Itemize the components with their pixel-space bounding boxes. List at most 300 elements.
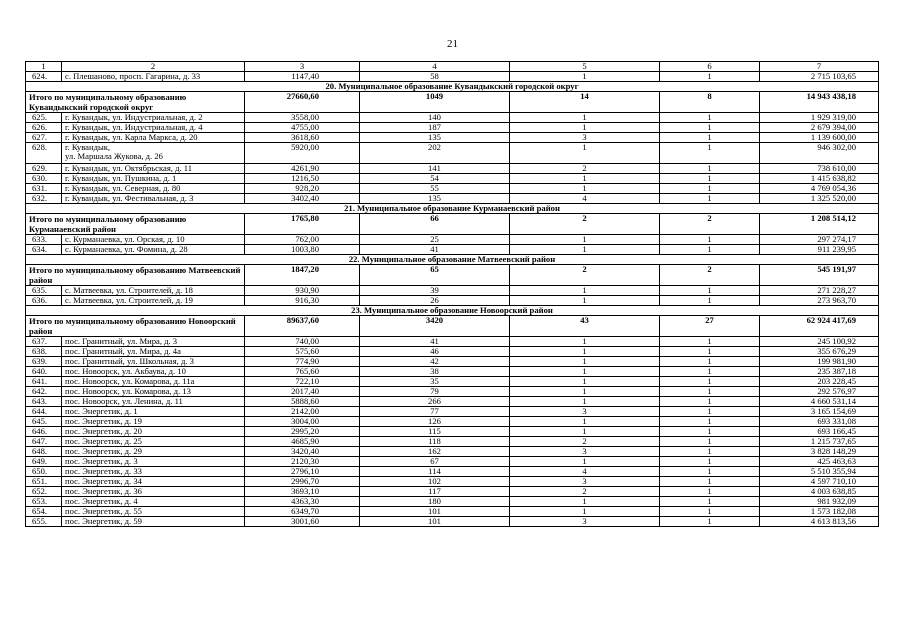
table-row — [26, 123, 879, 133]
address-line: г. Кувандык, ул. Октябрьская, д. 11 — [65, 163, 193, 173]
row-number: 635. — [26, 286, 62, 296]
column-header: 1 — [26, 62, 62, 72]
table-row — [26, 437, 879, 447]
row-cost: 3 828 148,29 — [760, 447, 879, 457]
total-residents: 66 — [360, 214, 510, 235]
section-title: 20. Муниципальное образование Кувандыкский городской округ — [26, 82, 879, 92]
table-row — [26, 447, 879, 457]
address-line: пос. Энергетик, д. 36 — [65, 486, 142, 496]
address-line: пос. Энергетик, д. 20 — [65, 426, 142, 436]
row-residents: 117 — [360, 487, 510, 497]
row-col6: 1 — [660, 447, 760, 457]
row-col6: 1 — [660, 497, 760, 507]
row-address — [62, 357, 245, 367]
row-area: 930,90 — [245, 286, 360, 296]
row-col5: 1 — [510, 357, 660, 367]
total-label: Итого по муниципальному образованию Матвеевский район — [26, 265, 245, 286]
address-line: с. Курманаевка, ул. Орская, д. 10 — [65, 234, 185, 244]
row-address — [62, 507, 245, 517]
row-address — [62, 447, 245, 457]
row-col6: 1 — [660, 397, 760, 407]
row-col5: 1 — [510, 184, 660, 194]
row-cost: 946 302,00 — [760, 143, 879, 164]
table-row — [26, 113, 879, 123]
row-address — [62, 245, 245, 255]
table-row — [26, 337, 879, 347]
address-line: пос. Энергетик, д. 33 — [65, 466, 142, 476]
row-area: 575,60 — [245, 347, 360, 357]
table-row — [26, 427, 879, 437]
row-address — [62, 377, 245, 387]
address-line: пос. Энергетик, д. 19 — [65, 416, 142, 426]
row-col6: 1 — [660, 367, 760, 377]
total-row — [26, 265, 879, 286]
row-col6: 1 — [660, 113, 760, 123]
total-col5: 14 — [510, 92, 660, 113]
row-cost: 292 576,97 — [760, 387, 879, 397]
row-col5: 3 — [510, 407, 660, 417]
row-col5: 3 — [510, 477, 660, 487]
row-col5: 1 — [510, 367, 660, 377]
row-cost: 1 325 520,00 — [760, 194, 879, 204]
row-residents: 41 — [360, 245, 510, 255]
row-area: 2142,00 — [245, 407, 360, 417]
table-row — [26, 517, 879, 527]
row-address — [62, 487, 245, 497]
row-col6: 1 — [660, 72, 760, 82]
row-number: 652. — [26, 487, 62, 497]
table-body — [26, 72, 879, 527]
row-col5: 1 — [510, 377, 660, 387]
row-residents: 101 — [360, 507, 510, 517]
address-line: пос. Энергетик, д. 59 — [65, 516, 142, 526]
row-residents: 54 — [360, 174, 510, 184]
row-number: 647. — [26, 437, 62, 447]
row-col5: 1 — [510, 347, 660, 357]
column-header: 5 — [510, 62, 660, 72]
row-residents: 135 — [360, 133, 510, 143]
row-cost: 981 932,09 — [760, 497, 879, 507]
row-address — [62, 286, 245, 296]
address-line: пос. Энергетик, д. 4 — [65, 496, 138, 506]
row-cost: 199 981,90 — [760, 357, 879, 367]
table-row — [26, 245, 879, 255]
total-label: Итого по муниципальному образованию Кувандыкский городской округ — [26, 92, 245, 113]
row-col5: 1 — [510, 457, 660, 467]
row-area: 3558,00 — [245, 113, 360, 123]
section-title: 21. Муниципальное образование Курманаевский район — [26, 204, 879, 214]
table-row — [26, 174, 879, 184]
total-area: 27660,60 — [245, 92, 360, 113]
row-residents: 38 — [360, 367, 510, 377]
row-col5: 1 — [510, 296, 660, 306]
row-col6: 1 — [660, 133, 760, 143]
row-col5: 4 — [510, 467, 660, 477]
row-number: 636. — [26, 296, 62, 306]
total-cost: 62 924 417,69 — [760, 316, 879, 337]
row-cost: 273 963,70 — [760, 296, 879, 306]
row-col6: 1 — [660, 296, 760, 306]
row-number: 649. — [26, 457, 62, 467]
row-col5: 1 — [510, 286, 660, 296]
row-number: 645. — [26, 417, 62, 427]
row-address — [62, 194, 245, 204]
row-col6: 1 — [660, 457, 760, 467]
row-col6: 1 — [660, 407, 760, 417]
row-col6: 1 — [660, 347, 760, 357]
table-row — [26, 417, 879, 427]
address-line: ул. Маршала Жукова, д. 26 — [65, 151, 163, 161]
address-line: пос. Новоорск, ул. Комарова, д. 13 — [65, 386, 191, 396]
row-number: 632. — [26, 194, 62, 204]
row-number: 640. — [26, 367, 62, 377]
total-col5: 43 — [510, 316, 660, 337]
table-row — [26, 143, 879, 164]
row-area: 3001,60 — [245, 517, 360, 527]
table-row — [26, 72, 879, 82]
address-line: г. Кувандык, ул. Индустриальная, д. 2 — [65, 112, 203, 122]
row-col6: 1 — [660, 477, 760, 487]
address-line: пос. Энергетик, д. 34 — [65, 476, 142, 486]
table-row — [26, 286, 879, 296]
row-address — [62, 517, 245, 527]
row-address — [62, 417, 245, 427]
row-address — [62, 123, 245, 133]
row-cost: 4 769 054,36 — [760, 184, 879, 194]
address-line: г. Кувандык, ул. Фестивальная, д. 3 — [65, 193, 194, 203]
address-line: г. Кувандык, ул. Пушкина, д. 1 — [65, 173, 177, 183]
row-number: 637. — [26, 337, 62, 347]
row-residents: 126 — [360, 417, 510, 427]
row-number: 628. — [26, 143, 62, 164]
row-area: 5920,00 — [245, 143, 360, 164]
row-number: 642. — [26, 387, 62, 397]
column-header: 2 — [62, 62, 245, 72]
row-residents: 114 — [360, 467, 510, 477]
total-col5: 2 — [510, 265, 660, 286]
total-col6: 2 — [660, 214, 760, 235]
row-address — [62, 164, 245, 174]
row-residents: 115 — [360, 427, 510, 437]
section-row — [26, 82, 879, 92]
row-area: 5888,60 — [245, 397, 360, 407]
row-number: 651. — [26, 477, 62, 487]
row-area: 2796,10 — [245, 467, 360, 477]
row-residents: 135 — [360, 194, 510, 204]
row-col5: 1 — [510, 123, 660, 133]
address-line: г. Кувандык, ул. Карла Маркса, д. 20 — [65, 132, 198, 142]
row-residents: 58 — [360, 72, 510, 82]
row-address — [62, 467, 245, 477]
table-row — [26, 477, 879, 487]
total-row — [26, 316, 879, 337]
total-col5: 2 — [510, 214, 660, 235]
row-cost: 271 228,27 — [760, 286, 879, 296]
table-row — [26, 377, 879, 387]
row-col6: 1 — [660, 143, 760, 164]
address-line: пос. Энергетик, д. 3 — [65, 456, 138, 466]
total-cost: 14 943 438,18 — [760, 92, 879, 113]
row-residents: 25 — [360, 235, 510, 245]
row-col6: 1 — [660, 184, 760, 194]
total-area: 1765,80 — [245, 214, 360, 235]
row-area: 2995,20 — [245, 427, 360, 437]
row-area: 3420,40 — [245, 447, 360, 457]
row-area: 1147,40 — [245, 72, 360, 82]
row-area: 2996,70 — [245, 477, 360, 487]
row-cost: 1 929 319,00 — [760, 113, 879, 123]
row-col5: 4 — [510, 194, 660, 204]
row-col6: 1 — [660, 517, 760, 527]
row-col6: 1 — [660, 164, 760, 174]
row-col5: 1 — [510, 337, 660, 347]
column-header: 6 — [660, 62, 760, 72]
row-address — [62, 143, 245, 164]
section-row — [26, 306, 879, 316]
row-residents: 41 — [360, 337, 510, 347]
table-row — [26, 497, 879, 507]
total-col6: 2 — [660, 265, 760, 286]
row-residents: 102 — [360, 477, 510, 487]
row-cost: 693 166,45 — [760, 427, 879, 437]
table-row — [26, 164, 879, 174]
address-line: с. Матвеевка, ул. Строителей, д. 19 — [65, 295, 193, 305]
total-row — [26, 214, 879, 235]
row-address — [62, 72, 245, 82]
row-col6: 1 — [660, 417, 760, 427]
row-col6: 1 — [660, 123, 760, 133]
row-col6: 1 — [660, 467, 760, 477]
row-area: 916,30 — [245, 296, 360, 306]
row-cost: 1 573 182,08 — [760, 507, 879, 517]
row-col5: 1 — [510, 113, 660, 123]
row-residents: 202 — [360, 143, 510, 164]
row-number: 655. — [26, 517, 62, 527]
row-cost: 3 165 154,69 — [760, 407, 879, 417]
table-row — [26, 357, 879, 367]
column-header-row — [26, 62, 879, 72]
row-col6: 1 — [660, 286, 760, 296]
row-address — [62, 184, 245, 194]
row-number: 625. — [26, 113, 62, 123]
row-number: 654. — [26, 507, 62, 517]
row-col6: 1 — [660, 337, 760, 347]
row-col6: 1 — [660, 245, 760, 255]
row-col5: 1 — [510, 417, 660, 427]
row-number: 653. — [26, 497, 62, 507]
section-title: 22. Муниципальное образование Матвеевский район — [26, 255, 879, 265]
table-row — [26, 367, 879, 377]
address-line: пос. Новоорск, ул. Акбаува, д. 10 — [65, 366, 186, 376]
row-col5: 1 — [510, 427, 660, 437]
row-address — [62, 174, 245, 184]
table-row — [26, 407, 879, 417]
row-area: 774,90 — [245, 357, 360, 367]
address-line: пос. Энергетик, д. 25 — [65, 436, 142, 446]
row-col5: 1 — [510, 143, 660, 164]
row-area: 3618,60 — [245, 133, 360, 143]
row-address — [62, 497, 245, 507]
table-row — [26, 296, 879, 306]
row-number: 629. — [26, 164, 62, 174]
row-residents: 77 — [360, 407, 510, 417]
row-area: 740,00 — [245, 337, 360, 347]
row-number: 627. — [26, 133, 62, 143]
row-col5: 2 — [510, 487, 660, 497]
row-address — [62, 235, 245, 245]
row-number: 626. — [26, 123, 62, 133]
table-row — [26, 194, 879, 204]
row-residents: 79 — [360, 387, 510, 397]
row-col5: 2 — [510, 164, 660, 174]
row-cost: 425 463,63 — [760, 457, 879, 467]
row-cost: 5 510 355,94 — [760, 467, 879, 477]
row-cost: 245 100,92 — [760, 337, 879, 347]
row-col5: 3 — [510, 133, 660, 143]
row-col5: 1 — [510, 174, 660, 184]
row-cost: 738 610,00 — [760, 164, 879, 174]
section-row — [26, 204, 879, 214]
row-cost: 911 239,95 — [760, 245, 879, 255]
table-row — [26, 184, 879, 194]
row-area: 4685,90 — [245, 437, 360, 447]
table-row — [26, 397, 879, 407]
address-line: пос. Гранитный, ул. Мира, д. 4а — [65, 346, 181, 356]
row-col6: 1 — [660, 507, 760, 517]
row-area: 3004,00 — [245, 417, 360, 427]
total-residents: 1049 — [360, 92, 510, 113]
row-number: 644. — [26, 407, 62, 417]
row-cost: 2 679 394,00 — [760, 123, 879, 133]
row-cost: 297 274,17 — [760, 235, 879, 245]
row-col6: 1 — [660, 487, 760, 497]
row-cost: 4 003 638,85 — [760, 487, 879, 497]
row-residents: 162 — [360, 447, 510, 457]
row-residents: 55 — [360, 184, 510, 194]
address-line: с. Плешаново, просп. Гагарина, д. 33 — [65, 71, 201, 81]
address-line: пос. Гранитный, ул. Школьная, д. 3 — [65, 356, 194, 366]
row-col6: 1 — [660, 357, 760, 367]
housing-table — [25, 61, 879, 527]
row-number: 641. — [26, 377, 62, 387]
row-address — [62, 387, 245, 397]
address-line: г. Кувандык, ул. Северная, д. 80 — [65, 183, 181, 193]
row-cost: 2 715 103,65 — [760, 72, 879, 82]
row-number: 624. — [26, 72, 62, 82]
row-col6: 1 — [660, 387, 760, 397]
row-col6: 1 — [660, 427, 760, 437]
row-col5: 2 — [510, 437, 660, 447]
row-area: 762,00 — [245, 235, 360, 245]
row-col5: 1 — [510, 245, 660, 255]
address-line: пос. Новоорск, ул. Комарова, д. 11а — [65, 376, 195, 386]
row-address — [62, 397, 245, 407]
row-address — [62, 367, 245, 377]
row-cost: 4 597 710,10 — [760, 477, 879, 487]
row-address — [62, 113, 245, 123]
row-col6: 1 — [660, 377, 760, 387]
row-address — [62, 477, 245, 487]
row-cost: 1 139 600,00 — [760, 133, 879, 143]
row-col5: 1 — [510, 497, 660, 507]
table-row — [26, 487, 879, 497]
row-area: 4261,90 — [245, 164, 360, 174]
row-col6: 1 — [660, 174, 760, 184]
row-cost: 355 676,29 — [760, 347, 879, 357]
total-row — [26, 92, 879, 113]
address-line: с. Матвеевка, ул. Строителей, д. 18 — [65, 285, 193, 295]
row-address — [62, 133, 245, 143]
row-cost: 1 415 638,82 — [760, 174, 879, 184]
row-residents: 35 — [360, 377, 510, 387]
table-row — [26, 507, 879, 517]
total-col6: 27 — [660, 316, 760, 337]
row-address — [62, 337, 245, 347]
row-area: 4755,00 — [245, 123, 360, 133]
row-col5: 3 — [510, 517, 660, 527]
row-col5: 1 — [510, 235, 660, 245]
row-cost: 4 660 531,14 — [760, 397, 879, 407]
row-col5: 1 — [510, 507, 660, 517]
row-col6: 1 — [660, 437, 760, 447]
row-col5: 1 — [510, 72, 660, 82]
page-number: 21 — [447, 38, 458, 50]
total-label: Итого по муниципальному образованию Курманаевский район — [26, 214, 245, 235]
row-address — [62, 427, 245, 437]
row-area: 6349,70 — [245, 507, 360, 517]
total-col6: 8 — [660, 92, 760, 113]
address-line: пос. Энергетик, д. 29 — [65, 446, 142, 456]
row-address — [62, 407, 245, 417]
row-col6: 1 — [660, 235, 760, 245]
total-cost: 545 191,97 — [760, 265, 879, 286]
row-cost: 693 331,08 — [760, 417, 879, 427]
table-row — [26, 467, 879, 477]
table-row — [26, 133, 879, 143]
row-residents: 187 — [360, 123, 510, 133]
section-row — [26, 255, 879, 265]
row-area: 3693,10 — [245, 487, 360, 497]
row-area: 4363,30 — [245, 497, 360, 507]
row-residents: 266 — [360, 397, 510, 407]
row-number: 633. — [26, 235, 62, 245]
table-row — [26, 235, 879, 245]
row-col6: 1 — [660, 194, 760, 204]
address-line: г. Кувандык, ул. Индустриальная, д. 4 — [65, 122, 203, 132]
row-area: 3402,40 — [245, 194, 360, 204]
row-col5: 1 — [510, 397, 660, 407]
address-line: г. Кувандык, — [65, 142, 111, 152]
address-line: пос. Новоорск, ул. Ленина, д. 11 — [65, 396, 183, 406]
row-residents: 42 — [360, 357, 510, 367]
column-header: 4 — [360, 62, 510, 72]
table-row — [26, 387, 879, 397]
row-area: 928,20 — [245, 184, 360, 194]
row-number: 650. — [26, 467, 62, 477]
row-residents: 67 — [360, 457, 510, 467]
row-address — [62, 457, 245, 467]
row-residents: 26 — [360, 296, 510, 306]
row-area: 1003,80 — [245, 245, 360, 255]
row-area: 1216,50 — [245, 174, 360, 184]
row-area: 2017,40 — [245, 387, 360, 397]
row-residents: 180 — [360, 497, 510, 507]
total-area: 1847,20 — [245, 265, 360, 286]
table-row — [26, 457, 879, 467]
row-residents: 141 — [360, 164, 510, 174]
row-residents: 46 — [360, 347, 510, 357]
row-residents: 118 — [360, 437, 510, 447]
